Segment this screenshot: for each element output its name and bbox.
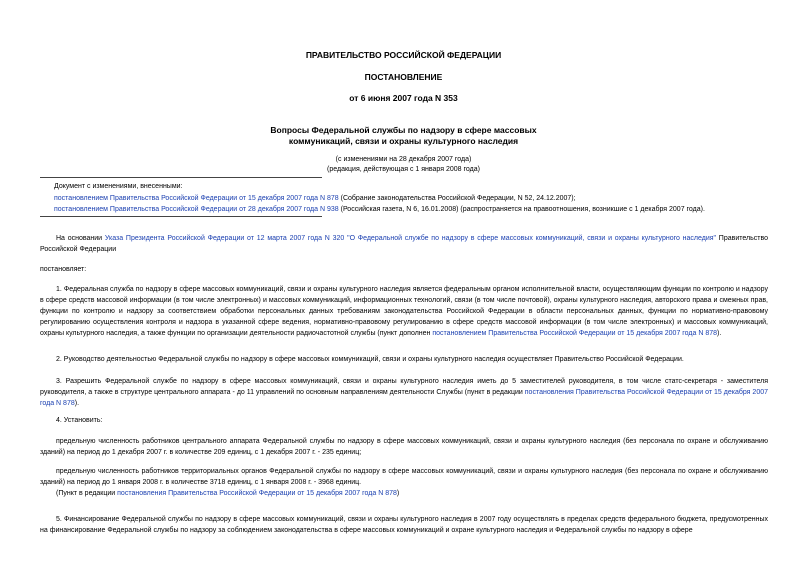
paragraph-4: 4. Установить:	[56, 417, 103, 424]
paragraph-1	[40, 284, 768, 339]
p4c-pre: (Пункт в редакции	[56, 490, 118, 497]
org-name: ПРАВИТЕЛЬСТВО РОССИЙСКОЙ ФЕДЕРАЦИИ	[305, 50, 502, 60]
paragraph-5	[40, 514, 768, 536]
amend-source-938: (Российская газета, N 6, 16.01.2008) (распространяется на правоотношения, возникшие с 1 декабря 2007 года).	[338, 206, 705, 213]
p1-amend-link[interactable]: постановлением Правительства Российской Федерации от 15 декабря 2007 года N 878	[432, 330, 718, 337]
p1-text: 1. Федеральная служба по надзору в сфере массовых коммуникаций, связи и охраны культурного наследия является федеральным органом исполнительной власти, осуществляющим функции по контролю и надзору в сфере средств массовой информации (в том числе электронных) и массовых коммуникаций, информационных технологий, связи (в том числе почтовой), охраны культурного наследия, авторского права и смежных прав, функции по контролю и надзору за соответствием обработки персональных данных требованиям законодательства Российской Федерации в области персональных данных, функции по нормативно-правовому регулированию осуществления контроля и надзора в указанной сфере ведения, нормативно-правовому регулированию в сфере средств массовой информации (в том числе электронных) и массовых коммуникаций, охраны культурного наследия, а также функции по организации деятельности радиочастотной службы (пункт дополнен	[40, 286, 768, 337]
paragraph-4b	[40, 466, 768, 488]
top-divider	[40, 177, 322, 178]
p4c-end: )	[396, 490, 400, 497]
p3-text: 3. Разрешить Федеральной службе по надзору в сфере массовых коммуникаций, связи и охраны культурного наследия иметь до 5 заместителей руководителя, в том числе статс-секретаря - заместителя руководителя, а также в структуре центрального аппарата - до 11 управлений по основным направлениям деятельности Службы (пункт в редакции	[40, 378, 768, 396]
edition-effective: (редакция, действующая с 1 января 2008 года)	[327, 166, 480, 173]
p4b-text: предельную численность работников территориальных органов Федеральной службы по надзору в сфере массовых коммуникаций, связи и охраны культурного наследия (без персонала по охране и обслуживанию зданий) на период до 1 января 2008 г. в количестве 3718 единиц, с 1 января 2008 г. - 3968 единиц.	[40, 468, 768, 486]
bottom-divider	[40, 216, 322, 217]
p2-text: 2. Руководство деятельностью Федеральной службы по надзору в сфере массовых коммуникаций, связи и охраны культурного наследия осуществляет Правительство Российской Федерации.	[56, 356, 684, 363]
president-decree-link[interactable]: Указа Президента Российской Федерации от 12 марта 2007 года N 320 "О Федеральной службе по надзору в сфере массовых коммуникаций, связи и охраны культурного наследия"	[104, 235, 717, 242]
basis-post: Правительство Российской Федерации	[40, 235, 768, 253]
p4a-text: предельную численность работников центрального аппарата Федеральной службы по надзору в сфере массовых коммуникаций, связи и охраны культурного наследия (без персонала по охране и обслуживанию зданий) на период до 1 декабря 2007 г. в количестве 209 единиц, с 1 декабря 2007 г. - 235 единиц;	[40, 438, 768, 456]
paragraph-3	[40, 376, 768, 409]
amend-link-878[interactable]: постановлением Правительства Российской Федерации от 15 декабря 2007 года N 878	[54, 195, 339, 202]
p4c-amend-link[interactable]: постановления Правительства Российской Федерации от 15 декабря 2007 года N 878	[117, 490, 397, 497]
basis-pre: На основании	[56, 235, 105, 242]
p3-amend-link[interactable]: постановления Правительства Российской Федерации от 15 декабря 2007 года N 878	[40, 389, 768, 407]
doc-title-line-2: коммуникаций, связи и охраны культурного наследия	[288, 136, 519, 146]
paragraph-4a	[40, 436, 768, 458]
p3-end: ).	[74, 400, 80, 407]
paragraph-2	[40, 354, 768, 365]
basis-paragraph	[40, 233, 768, 255]
amend-source-878: (Собрание законодательства Российской Федерации, N 52, 24.12.2007);	[338, 195, 576, 202]
doc-title-line-1: Вопросы Федеральной службы по надзору в сфере массовых	[270, 125, 537, 135]
doc-date-number: от 6 июня 2007 года N 353	[349, 93, 458, 103]
paragraph-4c	[56, 488, 399, 499]
edition-changes: (с изменениями на 28 декабря 2007 года)	[335, 156, 472, 163]
amend-intro: Документ с изменениями, внесенными:	[54, 183, 183, 190]
amend-link-938[interactable]: постановлением Правительства Российской Федерации от 28 декабря 2007 года N 938	[54, 206, 339, 213]
amend-row-2	[54, 204, 705, 215]
decree-word: постановляет:	[40, 266, 87, 273]
p5-text: 5. Финансирование Федеральной службы по надзору в сфере массовых коммуникаций, связи и охраны культурного наследия в 2007 году осуществлять в пределах средств федерального бюджета, предусмотренных на финансирование Федеральной службы по надзору за соблюдением законодательства в сфере массовых коммуникаций и охране культурного наследия и Федеральной службы по надзору в сфере	[40, 516, 768, 534]
amend-row-1	[54, 193, 576, 204]
p1-end: ).	[717, 330, 722, 337]
doc-type: ПОСТАНОВЛЕНИЕ	[364, 72, 443, 82]
